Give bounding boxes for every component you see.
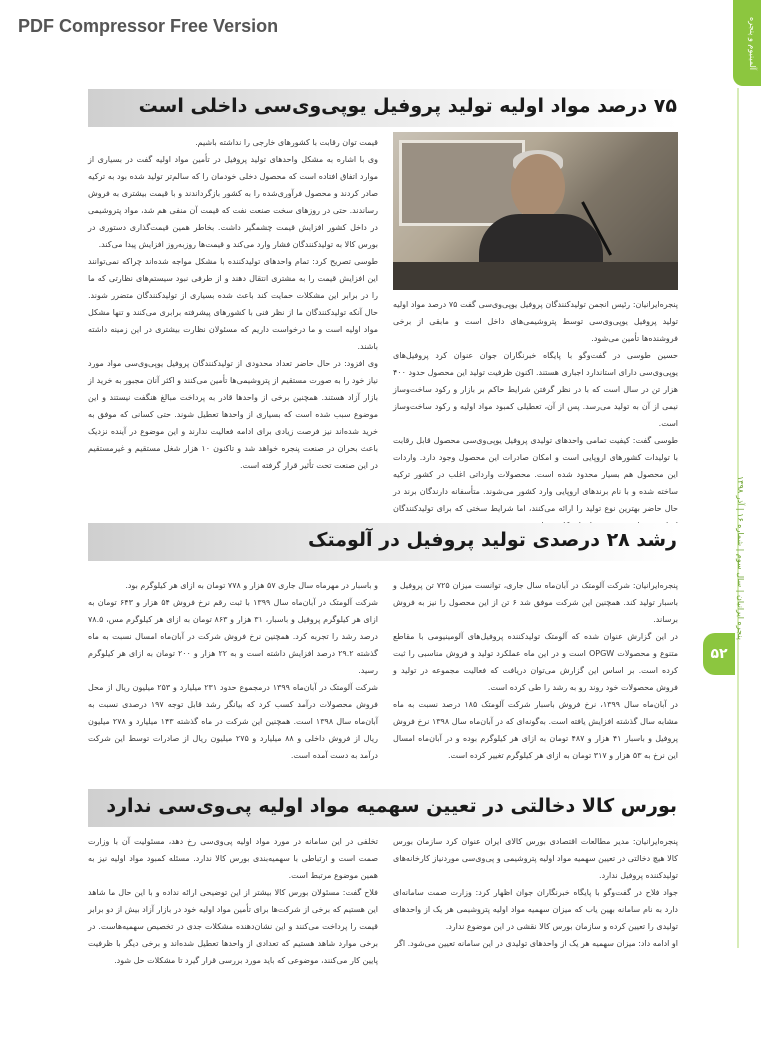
paragraph: پنجره‌ایرانیان: شرکت آلومتک در آبان‌ماه سال جاری، توانست میزان ۷۲۵ تن پروفیل و باسبار تولید کند. همچنین این شرکت موفق شد ۶ تن از این محصول را نیز به فروش برساند. — [393, 581, 678, 624]
paragraph: پنجره‌ایرانیان: رئیس انجمن تولیدکنندگان پروفیل یوپی‌وی‌سی گفت ۷۵ درصد مواد اولیه تولید پروفیل یوپی‌وی‌سی توسط پتروشیمی‌های داخل است و مابقی از برخی فروشنده‌ها تأمین می‌شود. — [393, 300, 678, 343]
article3-title: بورس کالا دخالتی در تعیین سهمیه مواد اولیه پی‌وی‌سی ندارد — [106, 795, 677, 817]
paragraph: طوسی گفت: کیفیت تمامی واحدهای تولیدی پروفیل یوپی‌وی‌سی محصول قابل رقابت با تولیدات کشورهای اروپایی است و امکان صادرات این محصول وجود دارد. واردات این محصول هم بسیار محدود شده است. محصولات وارداتی اغلب در کشور ترکیه ساخته شده و با نام برندهای اروپایی وارد کشور می‌شوند. متأسفانه دارندگان برند در حال حاضر بهترین نوع تولید را ارائه می‌کنند، اما شرایط سختی که برای تولیدکنندگان — [393, 436, 678, 513]
article2-title: رشد ۲۸ درصدی تولید پروفیل در آلومتک — [308, 529, 677, 551]
paragraph: در آبان‌ماه سال ۱۳۹۹، نرخ فروش باسبار شرکت آلومتک ۱۸۵ درصد نسبت به ماه مشابه سال گذشته افزایش یافته است. به‌گونه‌ای که در آبان‌ماه سال ۱۳۹۸ نرخ فروش پروفیل و باسبار ۴۱ هزار و ۴۸۷ تومان به ازای هر کیلوگرم بوده و در آبان‌ماه امسال این نرخ به ۵۳ هزار و ۳۱۷ تومان به ازای هر کیلوگرم تغییر کرده است. — [393, 700, 678, 760]
paragraph: شرکت آلومتک در آبان‌ماه سال ۱۳۹۹ با ثبت رقم نرخ فروش ۵۴ هزار و ۶۴۳ تومان به ازای هر کیلوگرم پروفیل و باسبار، ۳۱ هزار و ۸۶۳ تومان به ازای هر کیلوگرم مس، ۷۸.۵ درصد رشد را تجربه کرد. همچنین نرخ فروش شرکت در آبان‌ماه امسال نسبت به ماه گذشته ۲۹.۲ درصد افزایش داشته است و به ۲۲ هزار و ۲۰۰ تومان به ازای هر کیلوگرم رسید. — [88, 598, 379, 675]
paragraph: حسین طوسی در گفت‌وگو با پایگاه خبرنگاران جوان عنوان کرد پروفیل‌های یوپی‌وی‌سی دارای استاندارد اجباری هستند. اکنون ظرفیت تولید این محصول حدود ۴۰۰ هزار تن در سال است که با در نظر گرفتن شرایط حاکم بر بازار و رکود ساخت‌وساز نیمی از آن به تولید می‌رسد. پس از آن، تعطیلی کمبود مواد اولیه و رکود ساخت‌وساز است. — [393, 351, 678, 428]
issue-info: پنجره ایرانیان | سال سوم | شماره ۱۶ | آذر ۱۳۹۸ — [736, 476, 745, 640]
paragraph: تخلفی در این سامانه در مورد مواد اولیه پی‌وی‌سی رخ دهد، مسئولیت آن با وزارت صمت است و ارتباطی با سهمیه‌بندی بورس کالا ندارد. مسئله کمبود مواد اولیه نیز به همین موضوع مرتبط است. — [88, 837, 378, 880]
watermark: PDF Compressor Free Version — [18, 16, 279, 36]
article2-left-column — [88, 577, 378, 773]
paragraph: قیمت توان رقابت با کشورهای خارجی را نداشته باشیم. — [195, 138, 378, 147]
paragraph: در این گزارش عنوان شده که آلومتک تولیدکننده پروفیل‌های آلومینیومی با مقاطع متنوع و محصولات OPGW است و در این ماه عملکرد تولید و فروش مناسبی را ثبت کرده است. بر اساس این گزارش می‌توان دریافت که فعالیت مجموعه در تولید و فروش محصولات خود روند رو به رشد را طی کرده است. — [393, 632, 679, 692]
paragraph: وی با اشاره به مشکل واحدهای تولید پروفیل در تأمین مواد اولیه گفت در بسیاری از موارد اتفاق افتاده است که محصول دخلی خودمان را که سالم‌تر تولید شده بود به ترکیه صادر کردند و محصول فرآوری‌شده را به کشور بازگرداندند و با قیمت بیشتری به فروش رساندند. حتی در روزهای سخت صنعت نفت که قیمت آن منفی هم شد، مواد پتروشیمی در داخل کشور افزایش قیمت چشمگیر داشت. بخاطر همین قیمت‌گذاری دستوری در بورس کالا به تولیدکنندگان فشار وارد می‌کند و قیمت‌ها روزبه‌روز افزایش پیدا می‌کند. — [88, 155, 378, 249]
paragraph: وی افزود: در حال حاضر تعداد محدودی از تولیدکنندگان پروفیل یوپی‌وی‌سی مواد مورد نیاز خود را به صورت مستقیم از پتروشیمی‌ها تأمین می‌کنند و اکثر آنان مجبور به خرید از بازار آزاد هستند. همچنین برخی از واحدها قادر به پرداخت مبالغ هنگفت نیستند و این موضوع سبب شده است که بسیاری از واحدها تعطیل شوند. حتی کسانی که موفق به خرید شده‌اند نیز فرصت زیادی برای ادامه فعالیت ندارند و این موضوع در آینده نزدیک باعث بحران در صنعت پنجره خواهد شد و تاکنون ۱۰ هزار شغل مستقیم و غیرمستقیم در این صنعت تحت تأثیر قرار گرفته است. — [88, 359, 379, 470]
paragraph: فلاح گفت: مسئولان بورس کالا بیشتر از این توضیحی ارائه نداده و با این حال ما شاهد این هستیم که برخی از شرکت‌ها برای تأمین مواد اولیه خود در بازار آزاد بیش از دو برابر قیمت را پرداخت می‌کنند و این نشان‌دهنده مشکلات جدی در تخصیص سهمیه‌هاست. در برخی موارد شاهد هستیم که تعدادی از واحدها تعطیل شده‌اند و برخی دیگر با ظرفیت پایین کار می‌کنند، موضوعی که باید مورد بررسی قرار گیرد تا مشکلات حل شود. — [88, 888, 378, 965]
article3-left-column — [88, 833, 378, 963]
article1-left-column — [88, 134, 378, 506]
paragraph: او ادامه داد: میزان سهمیه هر یک از واحدهای تولیدی در این سامانه تعیین می‌شود. اگر — [394, 939, 678, 948]
paragraph: طوسی تصریح کرد: تمام واحدهای تولیدکننده با مشکل مواجه شده‌اند چراکه نمی‌توانند این افزایش قیمت را به مشتری انتقال دهند و از طرفی نبود سیستم‌های نظارتی که ما را در برابر این مشکلات حمایت کند باعث شده بسیاری از تولیدکنندگان متضرر شوند. حال آنکه تولیدکنندگان ما از نظر فنی با کشورهای پیشرفته برابری می‌کنند و تنها مشکل مواد اولیه است و ما درخواست داریم که مسئولان نظارت بیشتری در این زمینه داشته باشند. — [88, 257, 378, 351]
article1-right-column — [393, 296, 678, 513]
paragraph: پنجره‌ایرانیان: مدیر مطالعات اقتصادی بورس کالای ایران عنوان کرد سازمان بورس کالا هیچ دخالتی در تعیین سهمیه مواد اولیه پتروشیمی و پی‌وی‌سی موردنیاز کارخانه‌های تولیدکننده پروفیل ندارد. — [393, 837, 678, 880]
section-tab-label: آلمینیوم و پنجره — [748, 16, 757, 70]
paragraph: جواد فلاح در گفت‌وگو با پایگاه خبرنگاران جوان اظهار کرد: وزارت صمت سامانه‌ای دارد به نام سامانه بهین یاب که میزان سهمیه مواد اولیه پتروشیمی هر یک از واحدهای تولیدی را تعیین کرده و سازمان بورس کالا نقشی در این موضوع ندارد. — [393, 888, 678, 931]
article2-right-column — [393, 577, 678, 773]
section-tab — [733, 0, 761, 86]
paragraph: شرکت آلومتک در آبان‌ماه ۱۳۹۹ درمجموع حدود ۲۳۱ میلیارد و ۲۵۳ میلیون ریال از محل فروش محصولات درآمد کسب کرد که بیانگر رشد قابل توجه ۱۹۷ درصدی نسبت به آبان‌ماه سال ۱۳۹۸ است. همچنین این شرکت در ماه گذشته ۱۴۳ میلیارد و ۲۷۸ میلیون ریال از فروش داخلی و ۸۸ میلیارد و ۲۷۵ میلیون ریال از صادرات توسط این شرکت درآمد به دست آمده است. — [88, 683, 378, 760]
article1-title: ۷۵ درصد مواد اولیه تولید پروفیل یوپی‌وی‌سی داخلی است — [138, 95, 677, 117]
article1-photo — [393, 132, 678, 290]
paragraph: و باسبار در مهرماه سال جاری ۵۷ هزار و ۷۷۸ تومان به ازای هر کیلوگرم بود. — [125, 581, 378, 590]
page-number: ۵۲ — [703, 633, 735, 675]
article3-right-column — [393, 833, 678, 963]
